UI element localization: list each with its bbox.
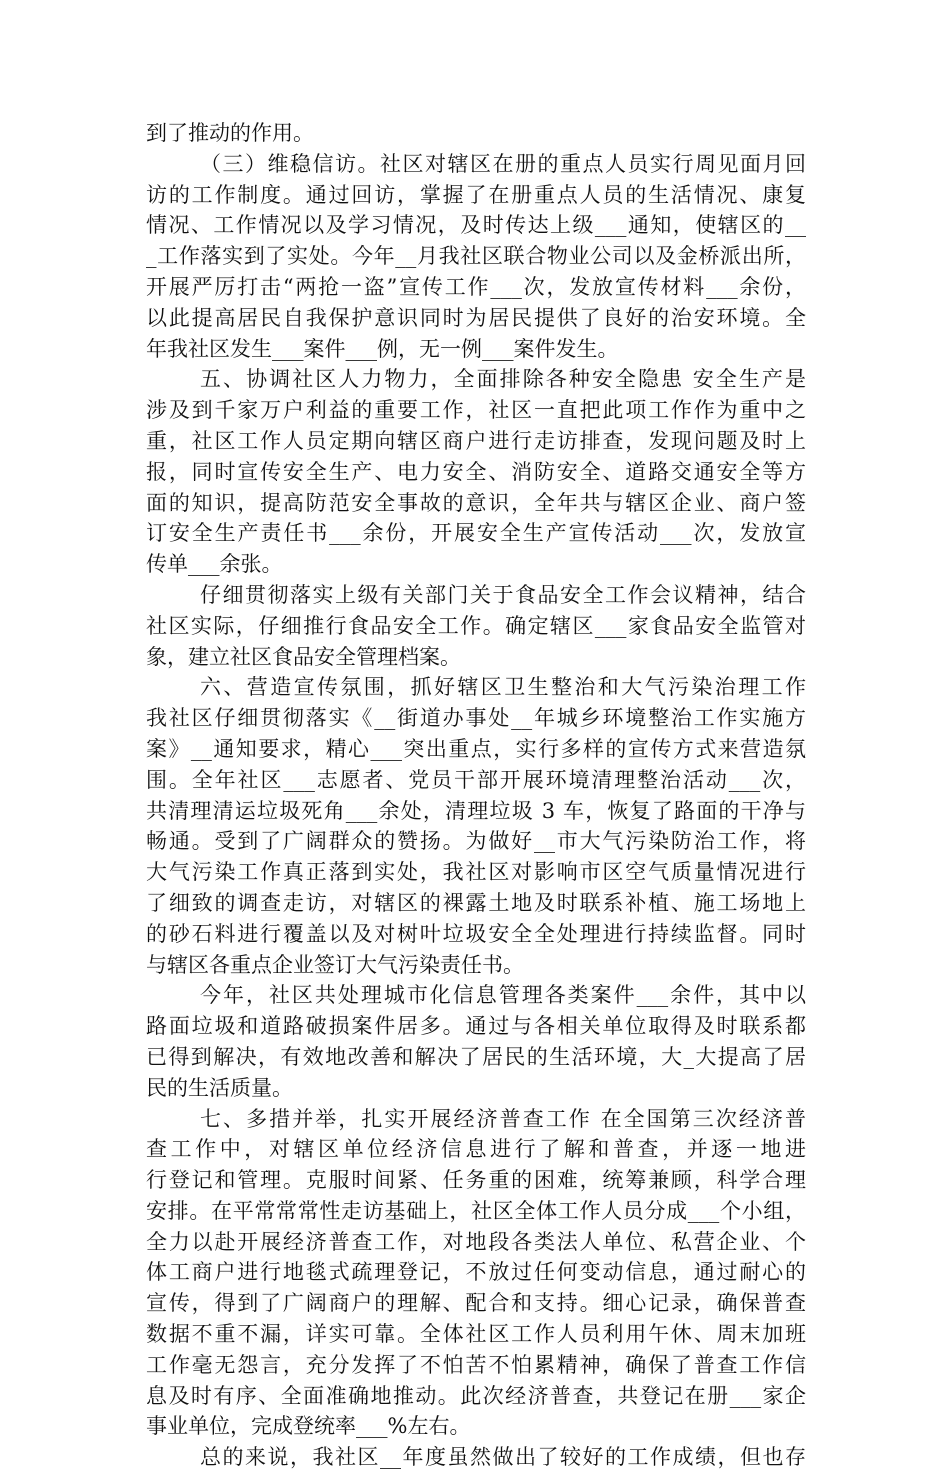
text-line: 到了推动的作用。 <box>146 121 314 145</box>
text-line: 重，社区工作人员定期向辖区商户进行走访排查，发现问题及时上 <box>146 428 806 453</box>
text-line: 大气污染工作真正落到实处，我社区对影响市区空气质量情况进行 <box>146 860 806 885</box>
text-line: 开展严厉打击“两抢一盗”宣传工作___次，发放宣传材料___余份， <box>146 274 806 299</box>
text-line: 息及时有序、全面准确地推动。此次经济普查，共登记在册___家企 <box>146 1383 806 1408</box>
text-line: 体工商户进行地毯式疏理登记，不放过任何变动信息，通过耐心的 <box>146 1260 806 1285</box>
text-line: 年我社区发生___案件___例，无一例___案件发生。 <box>146 336 619 361</box>
text-line: 民的生活质量。 <box>146 1075 293 1100</box>
text-line: _工作落实到了实处。今年__月我社区联合物业公司以及金桥派出所， <box>146 244 806 269</box>
text-line: 数据不重不漏，详实可靠。全体社区工作人员利用午休、周末加班 <box>146 1322 806 1347</box>
text-line: 七、多措并举，扎实开展经济普查工作 在全国第三次经济普 <box>200 1106 806 1131</box>
text-line: （三）维稳信访。社区对辖区在册的重点人员实行周见面月回 <box>200 151 806 176</box>
text-line: 面的知识，提高防范安全事故的意识，全年共与辖区企业、商户签 <box>146 490 806 515</box>
text-line: 今年，社区共处理城市化信息管理各类案件___余件，其中以 <box>200 983 806 1008</box>
text-line: 象，建立社区食品安全管理档案。 <box>146 644 461 669</box>
text-line: 涉及到千家万户利益的重要工作，社区一直把此项工作作为重中之 <box>146 398 806 423</box>
document-body <box>146 118 806 1473</box>
text-line: 畅通。受到了广阔群众的赞扬。为做好__市大气污染防治工作，将 <box>146 829 806 854</box>
text-line: 宣传，得到了广阔商户的理解、配合和支持。细心记录，确保普查 <box>146 1291 806 1316</box>
text-line: 与辖区各重点企业签订大气污染责任书。 <box>146 952 524 977</box>
text-line: 订安全生产责任书___余份，开展安全生产宣传活动___次，发放宣 <box>146 521 806 546</box>
text-line: 总的来说，我社区__年度虽然做出了较好的工作成绩，但也存 <box>200 1445 806 1470</box>
text-line: 访的工作制度。通过回访，掌握了在册重点人员的生活情况、康复 <box>146 182 806 207</box>
text-line: 安排。在平常常常性走访基础上，社区全体工作人员分成___个小组， <box>146 1198 806 1223</box>
text-line: 传单___余张。 <box>146 552 283 577</box>
text-line: 路面垃圾和道路破损案件居多。通过与各相关单位取得及时联系都 <box>146 1014 806 1039</box>
text-line: 报，同时宣传安全生产、电力安全、消防安全、道路交通安全等方 <box>146 459 806 484</box>
text-line: 仔细贯彻落实上级有关部门关于食品安全工作会议精神，结合 <box>200 582 806 607</box>
text-line: 工作毫无怨言，充分发挥了不怕苦不怕累精神，确保了普查工作信 <box>146 1352 806 1377</box>
text-line: 事业单位，完成登统率___%左右。 <box>146 1414 471 1439</box>
text-line: 我社区仔细贯彻落实《__街道办事处__年城乡环境整治工作实施方 <box>146 706 806 731</box>
text-line: 查工作中，对辖区单位经济信息进行了解和普查，并逐一地进 <box>146 1137 806 1162</box>
text-line: 了细致的调查走访，对辖区的裸露土地及时联系补植、施工场地上 <box>146 890 806 915</box>
text-line: 的砂石料进行覆盖以及对树叶垃圾安全全处理进行持续监督。同时 <box>146 921 806 946</box>
text-line: 已得到解决，有效地改善和解决了居民的生活环境，大_大提高了居 <box>146 1044 806 1069</box>
text-line: 情况、工作情况以及学习情况，及时传达上级___通知，使辖区的__ <box>146 213 806 238</box>
text-line: 全力以赴开展经济普查工作，对地段各类法人单位、私营企业、个 <box>146 1229 806 1254</box>
text-line: 围。全年社区___志愿者、党员干部开展环境清理整治活动___次， <box>146 767 806 792</box>
text-line: 社区实际，仔细推行食品安全工作。确定辖区___家食品安全监管对 <box>146 613 806 638</box>
text-line: 六、营造宣传氛围，抓好辖区卫生整治和大气污染治理工作 <box>200 675 806 700</box>
text-line: 五、协调社区人力物力，全面排除各种安全隐患 安全生产是 <box>200 367 806 392</box>
text-line: 以此提高居民自我保护意识同时为居民提供了良好的治安环境。全 <box>146 305 806 330</box>
text-line: 共清理清运垃圾死角___余处，清理垃圾 3 车，恢复了路面的干净与 <box>146 798 806 823</box>
text-line: 案》__通知要求，精心___突出重点，实行多样的宣传方式来营造氛 <box>146 736 806 761</box>
text-line: 行登记和管理。克服时间紧、任务重的困难，统筹兼顾，科学合理 <box>146 1168 806 1193</box>
